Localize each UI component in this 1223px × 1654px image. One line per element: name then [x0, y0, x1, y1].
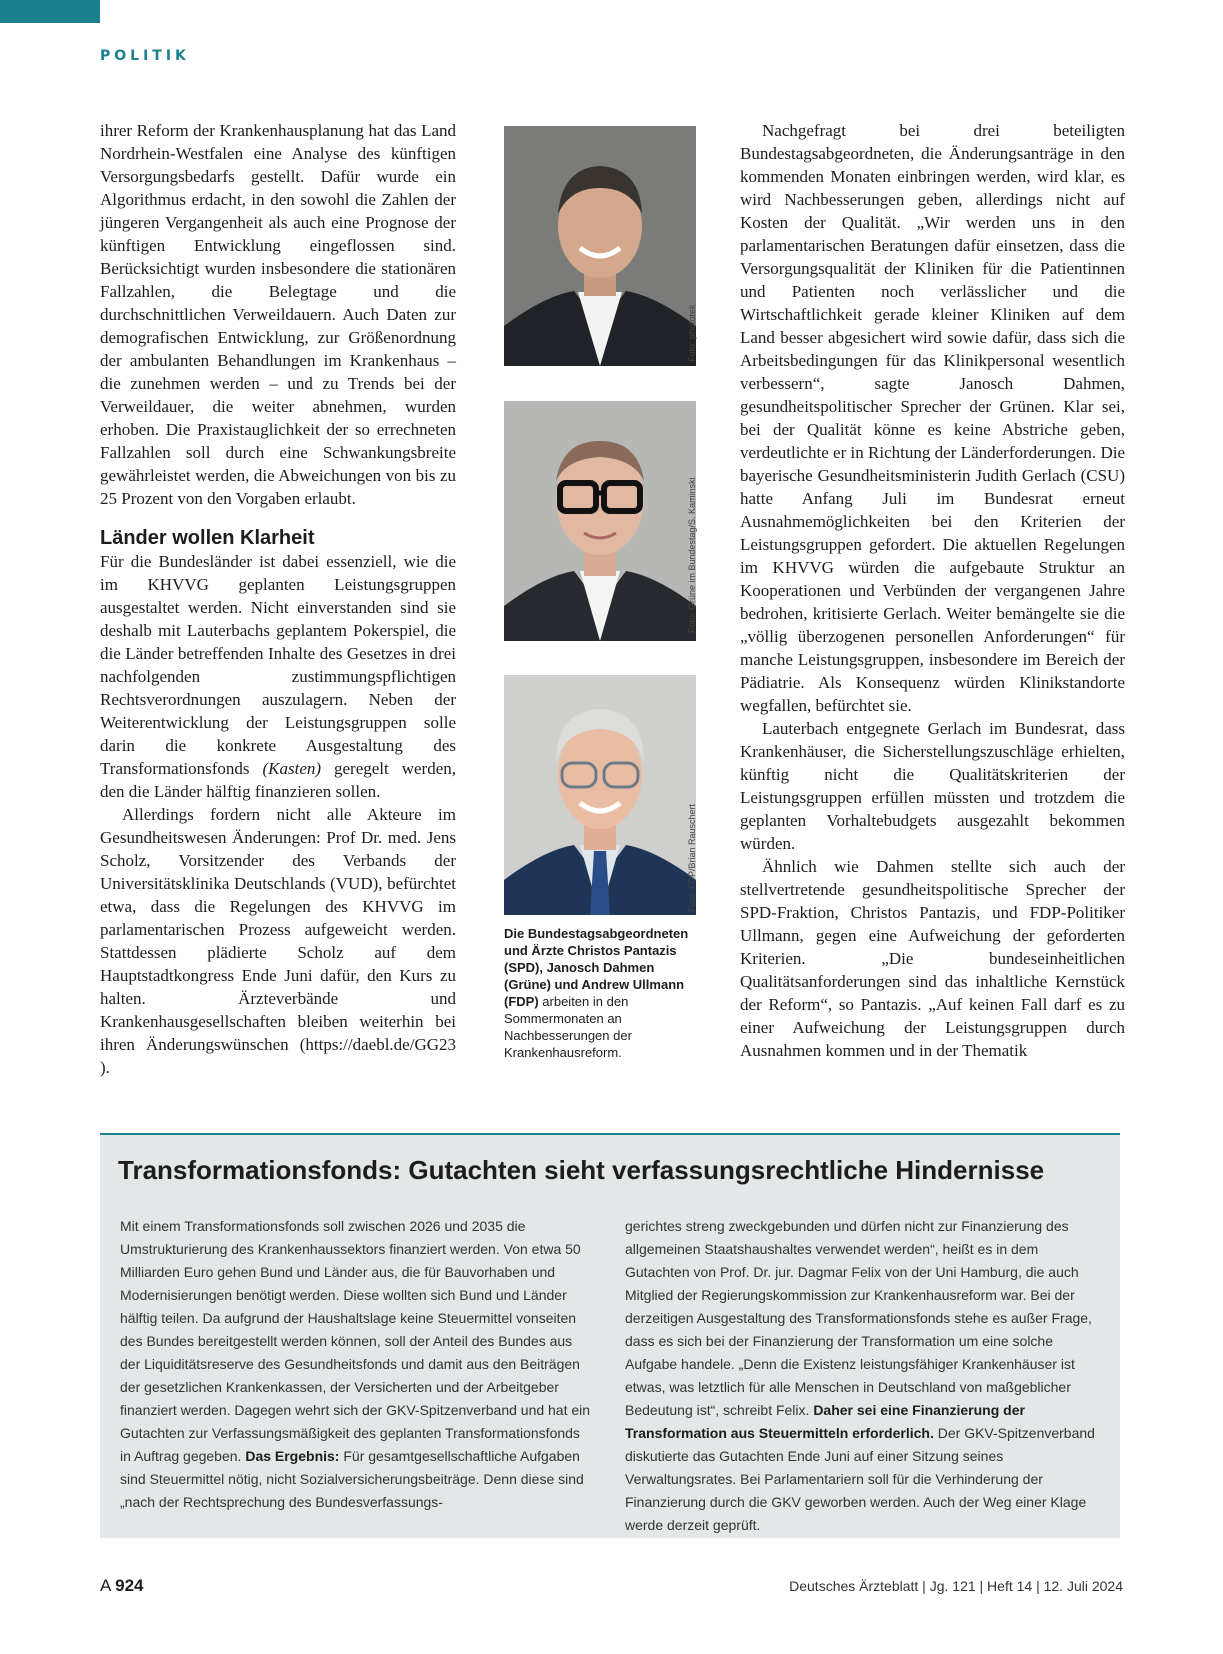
- info-box: [100, 1133, 1120, 1538]
- info-box-column-2: [625, 1215, 1099, 1537]
- portrait-photo-pantazis: [504, 126, 696, 366]
- journal-info: Deutsches Ärzteblatt | Jg. 121 | Heft 14 | 12. Juli 2024: [789, 1578, 1123, 1594]
- paragraph: Für die Bundesländer ist dabei essenziell, wie die im KHVVG geplanten Leistungsgruppen ausgestaltet werden. Nicht einverstanden sind sie deshalb mit Lauterbachs geplantem Pokerspiel, die die Länder betreffenden Inhalte des Gesetzes in drei nachfolgenden zustimmungspflichtigen Rechtsverordnungen auszulagern. Neben der Weiterentwicklung der Leistungsgruppen solle darin die konkrete Ausgestaltung des Transformationsfonds (Kasten) geregelt werden, den die Länder hälftig finanzieren sollen.: [100, 552, 456, 801]
- paragraph: Nachgefragt bei drei beteiligten Bundestagsabgeordneten, die Änderungsanträge in den kommenden Monaten einbringen werden, wird klar, es wird Nachbesserungen geben, allerdings nicht auf Kosten der Qualität. „Wir werden uns in den parlamentarischen Beratungen dafür einsetzen, dass die Versorgungsqualität der Kliniken für die Patientinnen und Patienten noch verlässlicher und die Wirtschaftlichkeit gerade kleiner Kliniken auf dem Land besser abgesichert wird sowie dafür, dass sich die Arbeitsbedingungen für das Klinikpersonal wesentlich verbessern“, sagte Janosch Dahmen, gesundheitspolitischer Sprecher der Grünen. Klar sei, bei der Qualität könne es keine Abstriche geben, verdeutlichte er in Richtung der Länderforderungen. Die bayerische Gesundheitsministerin Judith Gerlach (CSU) hatte Anfang Juli im Bundesrat erneut Ausnahmemöglichkeiten bei den Kriterien der Leistungsgruppen gefordert. Die aktuellen Regelungen im KHVVG würden die aufgebaute Struktur an Kooperationen und Verbünden der vergangenen Jahre bedrohen, kritisierte Gerlach. Weiter bemängelte sie die „völlig überzogenen personellen Anforderungen“ für manche Leistungsgruppen, insbesondere im Bereich der Pädiatrie. Als Konsequenz würden Klinikstandorte wegfallen, befürchtet sie.: [740, 121, 1125, 715]
- page-number: A 924: [100, 1576, 144, 1595]
- photo-caption: Die Bundestagsabgeordneten und Ärzte Christos Pantazis (SPD), Janosch Dahmen (Grüne) und Andrew Ullmann (FDP) arbeiten in den Sommermonaten an Nachbesserungen der Krankenhausreform.: [504, 926, 689, 1060]
- portrait-photo-ullmann: [504, 675, 696, 915]
- accent-bar: [0, 0, 100, 23]
- photo-credit: Foto: FDP/Brian Rauschert: [687, 803, 697, 912]
- paragraph: Lauterbach entgegnete Gerlach im Bundesrat, dass Krankenhäuser, die Sicherstellungszuschläge erhielten, künftig nicht die Qualitätskriterien der Leistungsgruppen erfüllen müssten und trotzdem die geplanten Vorhaltebudgets ausgezahlt bekommen würden.: [740, 719, 1125, 853]
- info-box-column-1: [120, 1215, 594, 1514]
- photo-credit: Foto: phototek: [687, 304, 697, 362]
- portrait-photo-dahmen: [504, 401, 696, 641]
- article-column-3: [740, 119, 1125, 1062]
- info-box-text: gerichtes streng zweckgebunden und dürfen nicht zur Finanzierung des allgemeinen Staatshaushaltes verwendet werden“, heißt es in dem Gutachten von Prof. Dr. jur. Dagmar Felix von der Uni Hamburg, die auch Mitglied der Regierungskommission zur Krankenhausreform war. Bei der derzeitigen Ausgestaltung des Transformationsfonds stehe es außer Frage, dass es sich bei der Finanzierung der Transformation um eine solche Aufgabe handele. „Denn die Existenz leistungsfähiger Krankenhäuser ist etwas, was letztlich für alle Menschen in Deutschland von maßgeblicher Bedeutung ist“, schreibt Felix. Daher sei eine Finanzierung der Transformation aus Steuermitteln erforderlich. Der GKV-Spitzenverband diskutierte das Gutachten Ende Juni auf einer Sitzung seines Verwaltungsrates. Bei Parlamentariern soll für die Verhinderung der Finanzierung durch die GKV geworben werden. Auch der Weg einer Klage werde derzeit geprüft.: [625, 1218, 1095, 1533]
- info-box-text: Mit einem Transformationsfonds soll zwischen 2026 und 2035 die Umstrukturierung des Krankenhaussektors finanziert werden. Von etwa 50 Milliarden Euro gehen Bund und Länder aus, die für Bauvorhaben und Modernisierungen benötigt werden. Diese wollten sich Bund und Länder hälftig teilen. Da aufgrund der Haushaltslage keine Steuermittel vonseiten des Bundes bereitgestellt werden können, soll der Anteil des Bundes aus der Liquiditätsreserve des Gesundheitsfonds und damit aus den Beiträgen der gesetzlichen Krankenkassen, der Versicherten und der Arbeitgeber finanziert werden. Dagegen wehrt sich der GKV-Spitzenverband und hat ein Gutachten zur Verfassungsmäßigkeit des geplanten Transformationsfonds in Auftrag gegeben. Das Ergebnis: Für gesamtgesellschaftliche Aufgaben sind Steuermittel nötig, nicht Sozialversicherungsbeiträge. Denn diese sind „nach der Rechtsprechung des Bundesverfassungs-: [120, 1218, 591, 1510]
- paragraph: ihrer Reform der Krankenhausplanung hat das Land Nordrhein-Westfalen eine Analyse des künftigen Versorgungsbedarfs gestellt. Dafür wurde ein Algorithmus erdacht, in den sowohl die Zahlen der jüngeren Vergangenheit als auch eine Prognose der künftigen Entwicklung eingeflossen sind. Berücksichtigt wurden insbesondere die stationären Fallzahlen, die Belegtage und die durchschnittlichen Verweildauern. Auch Daten zur demografischen Entwicklung, zur Größenordnung der ambulanten Behandlungen im Krankenhaus – die zunehmen werden – und zu Trends bei der Verweildauer, die weiter abnehmen, wurden erhoben. Die Praxistauglichkeit der so errechneten Fallzahlen soll durch eine Schwankungsbreite gewährleistet werden, die Abweichungen von bis zu 25 Prozent von den Vorgaben erlaubt.: [100, 121, 456, 508]
- article-column-1: [100, 119, 456, 1079]
- subheading: Länder wollen Klarheit: [100, 527, 315, 549]
- section-label: POLITIK: [100, 48, 190, 64]
- paragraph: Allerdings fordern nicht alle Akteure im Gesundheitswesen Änderungen: Prof Dr. med. Jens Scholz, Vorsitzender des Verbands der Universitätsklinika Deutschlands (VUD), befürchtet etwa, dass die Regelungen des KHVVG im parlamentarischen Prozess aufgeweicht werden. Stattdessen plädierte Scholz auf dem Hauptstadtkongress Ende Juni dafür, den Kurs zu halten. Ärzteverbände und Krankenhausgesellschaften bleiben weiterhin bei ihren Änderungswünschen (https://daebl.de/GG23 ).: [100, 805, 456, 1077]
- info-box-title: Transformationsfonds: Gutachten sieht verfassungsrechtliche Hindernisse: [118, 1155, 1045, 1185]
- photo-credit: Foto: Grüne im Bundestag/S. Kaminski: [687, 477, 697, 633]
- paragraph: Ähnlich wie Dahmen stellte sich auch der stellvertretende gesundheitspolitische Sprecher der SPD-Fraktion, Christos Pantazis, und FDP-Politiker Ullmann, gegen eine Aufweichung der geforderten Kriterien. „Die bundeseinheitlichen Qualitätsanforderungen sind das inhaltliche Kernstück der Reform“, so Pantazis. „Auf keinen Fall darf es zu einer Aufweichung der Leistungsgruppen durch Ausnahmen kommen und in der Thematik: [740, 857, 1125, 1060]
